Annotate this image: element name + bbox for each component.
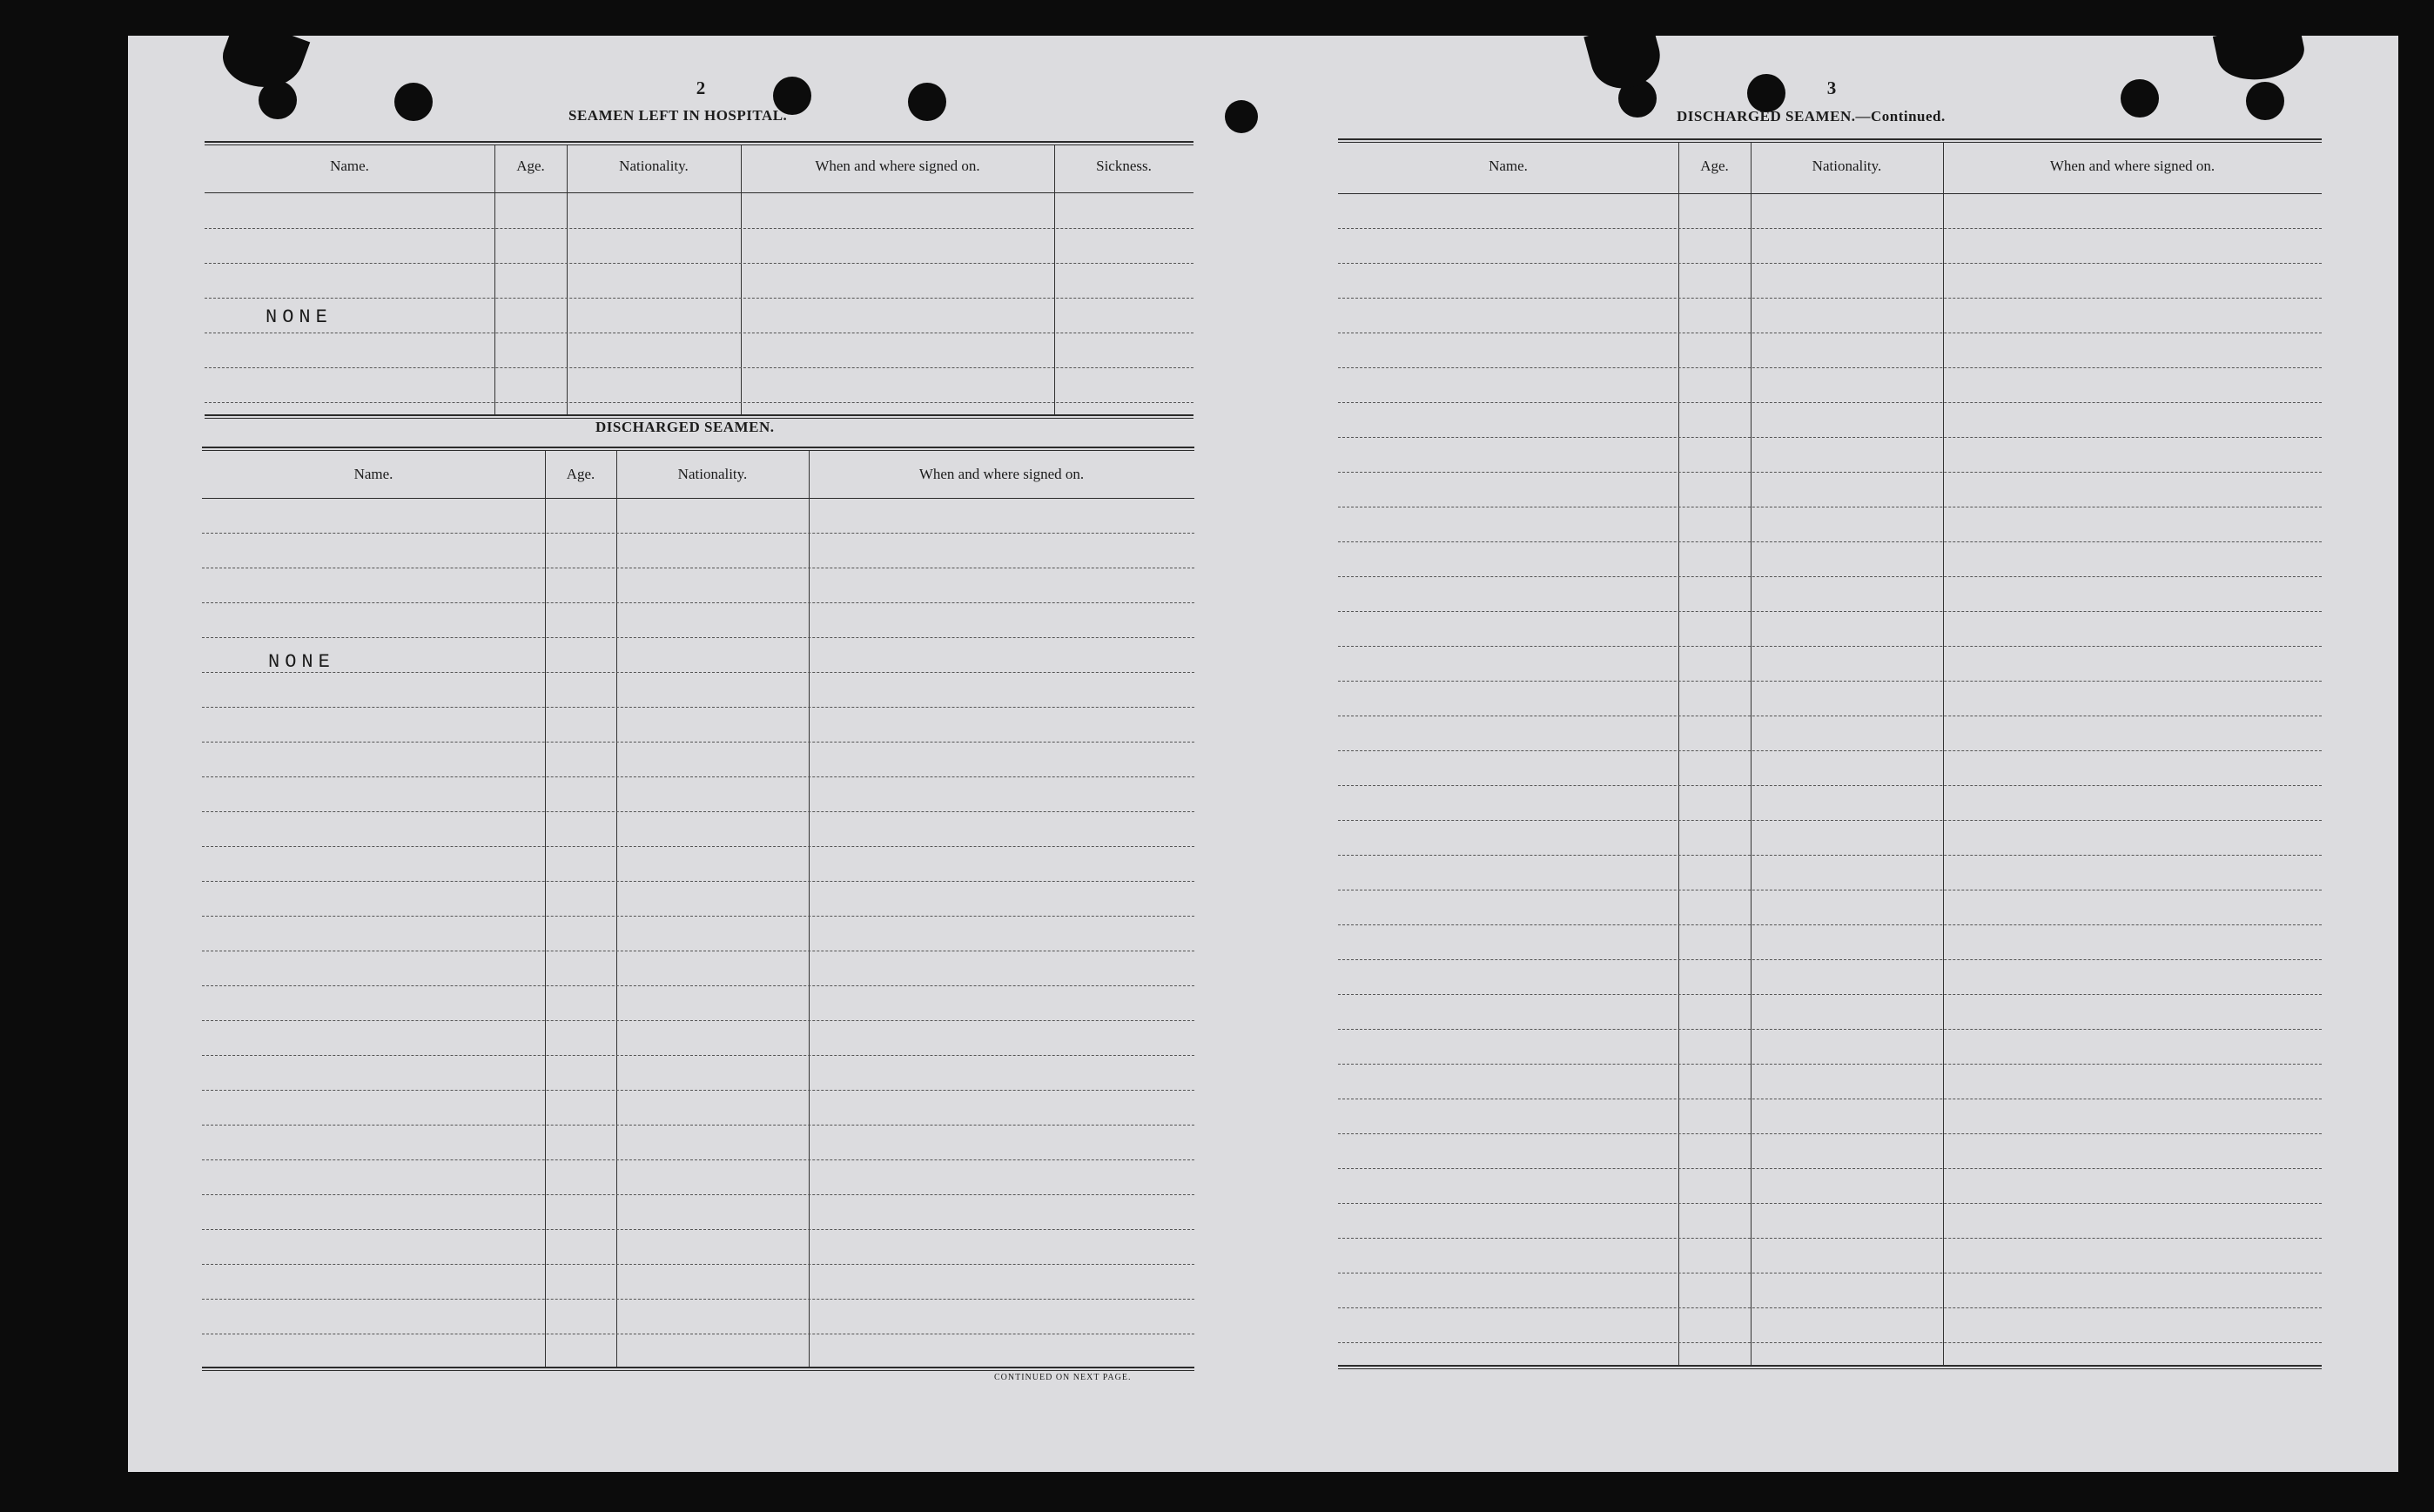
hospital-section-title: SEAMEN LEFT IN HOSPITAL. <box>568 107 788 124</box>
column-header: When and where signed on. <box>815 158 980 174</box>
column-header: Name. <box>353 466 393 482</box>
column-header: Name. <box>330 158 369 174</box>
right-page <box>1260 36 2398 1472</box>
column-header: Age. <box>1700 158 1729 174</box>
column-header: Nationality. <box>677 466 748 482</box>
column-header: Nationality. <box>1812 158 1882 174</box>
ledger-sheet <box>128 36 2398 1472</box>
column-header: Nationality. <box>619 158 689 174</box>
continued-note: CONTINUED ON NEXT PAGE. <box>994 1373 1132 1382</box>
column-header: Age. <box>516 158 545 174</box>
column-header: Age. <box>566 466 595 482</box>
discharged-continued-title: DISCHARGED SEAMEN.—Continued. <box>1677 108 1946 124</box>
left-page <box>128 36 1260 1472</box>
discharged-continued-table <box>1338 138 2322 1409</box>
hospital-table <box>205 141 1193 446</box>
discharged-entry: NONE <box>268 651 335 673</box>
column-header: When and where signed on. <box>918 466 1085 482</box>
page-number: 2 <box>696 77 706 98</box>
column-header: Name. <box>1489 158 1528 174</box>
column-header: Sickness. <box>1096 158 1152 174</box>
hospital-entry: NONE <box>266 306 333 328</box>
discharged-section-title: DISCHARGED SEAMEN. <box>595 419 775 435</box>
discharged-table <box>202 447 1194 1413</box>
page-number: 3 <box>1826 77 1837 98</box>
column-header: When and where signed on. <box>2049 158 2215 174</box>
